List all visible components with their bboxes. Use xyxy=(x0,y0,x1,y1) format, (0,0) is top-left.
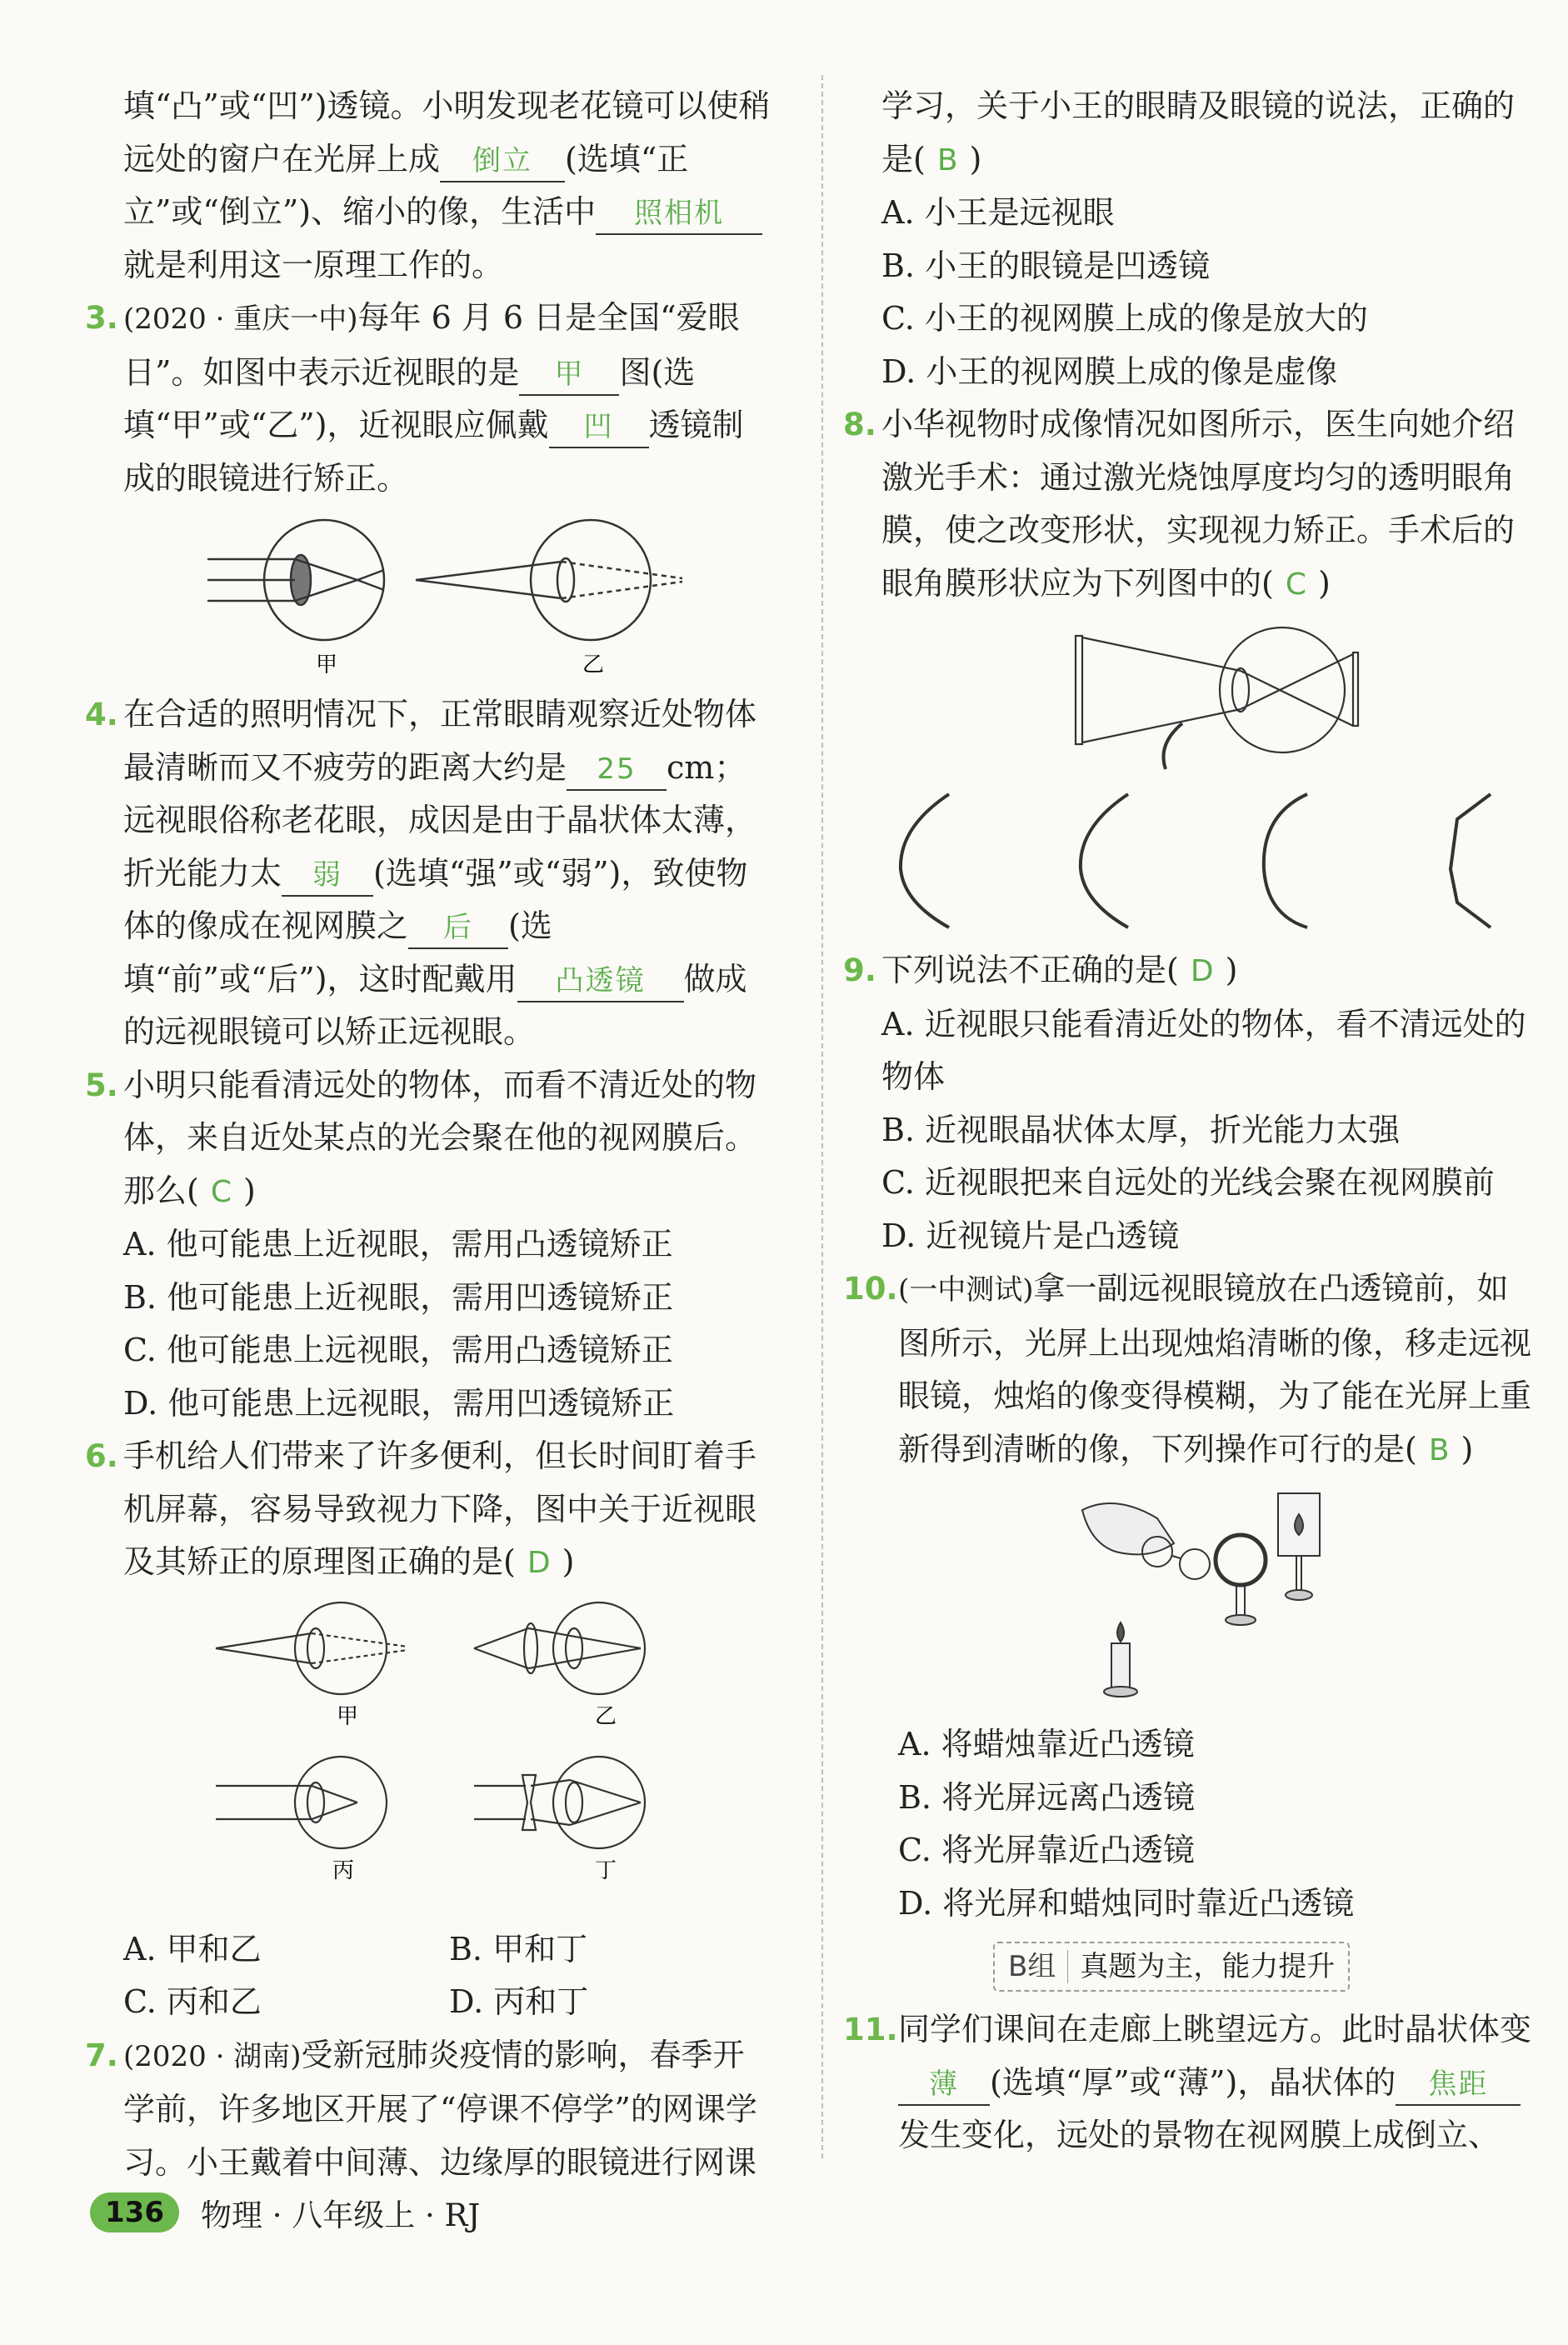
question-10: 10. (一中测试)拿一副远视眼镜放在凸透镜前，如图所示，光屏上出现烛焰清晰的像，移走远视眼镜，烛焰的像变得模糊，为了能在光屏上重新得到清晰的像，下列操作可行的是( B ) A. 将蜡烛靠近凸透镜 B. 将光屏远离凸透镜 C. 将光屏靠近凸透镜 D. 将光屏和蜡烛同时靠近凸透镜 xyxy=(843,1262,1533,1930)
figure-caption: 丙 xyxy=(332,1858,355,1883)
cornea-diagram xyxy=(891,619,1524,936)
eye-correction-diagrams xyxy=(199,1598,699,1915)
option-a: A. 将蜡烛靠近凸透镜 xyxy=(898,1726,1195,1762)
answer-blank: 照相机 xyxy=(596,193,762,235)
question-4: 4. 在合适的照明情况下，正常眼睛观察近处物体最清晰而又不疲劳的距离大约是 25 cm；远视眼俗称老花眼，成因是由于晶状体太薄，折光能力太 弱 (选填“强”或“弱”)，致使物体的像成在视网膜之 后 (选填“前”或“后”)，这时配戴用 凸透镜 做成的远视眼镜可以矫正远视眼。 xyxy=(85,688,775,1059)
options-grid xyxy=(123,1923,775,2029)
option-a: A. 近视眼只能看清近处的物体，看不清远处的物体 xyxy=(881,1005,1526,1095)
group-b-header xyxy=(993,1942,1350,1992)
answer-blank: 凸透镜 xyxy=(517,961,684,1002)
question-6: 6. 手机给人们带来了许多便利，但长时间盯着手机屏幕，容易导致视力下降，图中关于近视眼及其矫正的原理图正确的是( D ) 甲 乙 丙 丁 A. 甲和乙 B. 甲和丁 C. 丙和乙 D. 丙和丁 xyxy=(85,1430,775,2029)
answer-blank: 凹 xyxy=(549,407,649,448)
option-b: B. 近视眼晶状体太厚，折光能力太强 xyxy=(881,1111,1401,1148)
figure-caption: 乙 xyxy=(582,652,605,678)
question-5: 5. 小明只能看清远处的物体，而看不清近处的物体，来自近处某点的光会聚在他的视网膜后。那么( C ) A. 他可能患上近视眼，需用凸透镜矫正 B. 他可能患上近视眼，需用凹透镜矫正 C. 他可能患上远视眼，需用凸透镜矫正 D. 他可能患上远视眼，需用凹透镜矫正 xyxy=(85,1059,775,1431)
option-a: A. 他可能患上近视眼，需用凸透镜矫正 xyxy=(123,1226,673,1262)
option-b: B. 甲和丁 xyxy=(449,1930,588,1968)
figure-caption: 甲 xyxy=(316,652,338,678)
group-label: B组 xyxy=(1008,1950,1068,1983)
answer-blank: 弱 xyxy=(282,855,373,897)
question-2-continued: 填“凸”或“凹”)透镜。小明发现老花镜可以使稍远处的窗户在光屏上成 倒立 (选填“正立”或“倒立”)、缩小的像，生活中 照相机就是利用这一原理工作的。 xyxy=(123,88,771,283)
answer-choice: C xyxy=(210,1174,232,1209)
column-divider xyxy=(821,75,823,2158)
question-number: 3. xyxy=(85,300,118,336)
question-source: (一中测试) xyxy=(898,1273,1034,1307)
option-d: D. 他可能患上远视眼，需用凹透镜矫正 xyxy=(123,1384,675,1422)
question-source: (2020 · 重庆一中) xyxy=(123,302,358,336)
page-number: 136 xyxy=(90,2192,179,2232)
figure-caption: 甲 xyxy=(337,1703,359,1729)
question-number: 9. xyxy=(843,952,876,988)
question-7-continued: 学习，关于小王的眼睛及眼镜的说法，正确的是( B ) A. 小王是远视眼 B. 小王的眼镜是凹透镜 C. 小王的视网膜上成的像是放大的 D. 小王的视网膜上成的像是虚像 xyxy=(843,80,1533,398)
page-footer xyxy=(90,2190,480,2235)
answer-blank: 25 xyxy=(567,749,667,791)
question-number: 8. xyxy=(843,407,876,442)
question-9: 9. 下列说法不正确的是( D ) A. 近视眼只能看清近处的物体，看不清远处的物体 B. 近视眼晶状体太厚，折光能力太强 C. 近视眼把来自远处的光线会聚在视网膜前 D. 近视镜片是凸透镜 xyxy=(843,944,1533,1262)
footer-text: 物理 · 八年级上 · RJ xyxy=(200,2198,481,2233)
option-a: A. 甲和乙 xyxy=(123,1930,262,1968)
option-c: C. 丙和乙 xyxy=(123,1983,262,2020)
question-number: 7. xyxy=(85,2037,118,2073)
figure-caption: 丁 xyxy=(595,1858,617,1883)
option-c: C. 将光屏靠近凸透镜 xyxy=(898,1832,1195,1868)
left-column xyxy=(85,80,775,2189)
answer-choice: D xyxy=(1190,954,1214,988)
question-number: 5. xyxy=(85,1067,118,1103)
answer-blank: 后 xyxy=(408,908,508,949)
question-number: 11. xyxy=(843,2012,898,2048)
question-number: 4. xyxy=(85,697,118,732)
answer-choice: B xyxy=(1428,1432,1450,1468)
question-8: 8. 小华视物时成像情况如图所示，医生向她介绍激光手术：通过激光烧蚀厚度均匀的透明眼角膜，使之改变形状，实现视力矫正。手术后的眼角膜形状应为下列图中的( C ) xyxy=(843,398,1533,936)
myopia-hyperopia-diagram xyxy=(191,513,707,680)
option-c: C. 小王的视网膜上成的像是放大的 xyxy=(881,300,1368,337)
question-number: 10. xyxy=(843,1271,898,1307)
group-title: 真题为主，能力提升 xyxy=(1080,1950,1336,1983)
answer-blank: 甲 xyxy=(519,354,619,396)
question-3: 3. (2020 · 重庆一中)每年 6 月 6 日是全国“爱眼日”。如图中表示近视眼的是 甲 图(选填“甲”或“乙”)，近视眼应佩戴 凹 透镜制成的眼镜进行矫正。 甲 乙 xyxy=(85,292,775,680)
answer-choice: D xyxy=(527,1546,551,1580)
question-11: 11. 同学们课间在走廊上眺望远方。此时晶状体变薄 (选填“厚”或“薄”)，晶状体的 焦距发生变化，远处的景物在视网膜上成倒立、 xyxy=(843,2003,1533,2162)
option-b: B. 他可能患上近视眼，需用凹透镜矫正 xyxy=(123,1278,674,1316)
option-d: D. 将光屏和蜡烛同时靠近凸透镜 xyxy=(898,1884,1355,1922)
answer-blank: 焦距 xyxy=(1396,2064,1521,2106)
option-c: C. 他可能患上远视眼，需用凸透镜矫正 xyxy=(123,1332,673,1368)
question-source: (2020 · 湖南) xyxy=(123,2039,302,2073)
option-c: C. 近视眼把来自远处的光线会聚在视网膜前 xyxy=(881,1164,1495,1201)
right-column xyxy=(843,80,1533,2162)
answer-blank: 薄 xyxy=(898,2064,990,2106)
option-a: A. 小王是远视眼 xyxy=(881,194,1115,231)
option-d: D. 近视镜片是凸透镜 xyxy=(881,1217,1180,1254)
question-7: 7. (2020 · 湖南)受新冠肺炎疫情的影响，春季开学前，许多地区开展了“停课不停学”的网课学习。小王戴着中间薄、边缘厚的眼镜进行网课 xyxy=(85,2029,775,2190)
answer-choice: C xyxy=(1285,567,1306,602)
figure-caption: 乙 xyxy=(595,1703,617,1729)
option-d: D. 丙和丁 xyxy=(449,1983,589,2020)
option-d: D. 小王的视网膜上成的像是虚像 xyxy=(881,352,1338,390)
answer-blank: 倒立 xyxy=(440,141,565,182)
option-b: B. 将光屏远离凸透镜 xyxy=(898,1778,1196,1816)
candle-lens-experiment-illustration xyxy=(1066,1485,1366,1710)
answer-choice: B xyxy=(936,142,958,178)
option-b: B. 小王的眼镜是凹透镜 xyxy=(881,247,1211,284)
question-number: 6. xyxy=(85,1438,118,1474)
